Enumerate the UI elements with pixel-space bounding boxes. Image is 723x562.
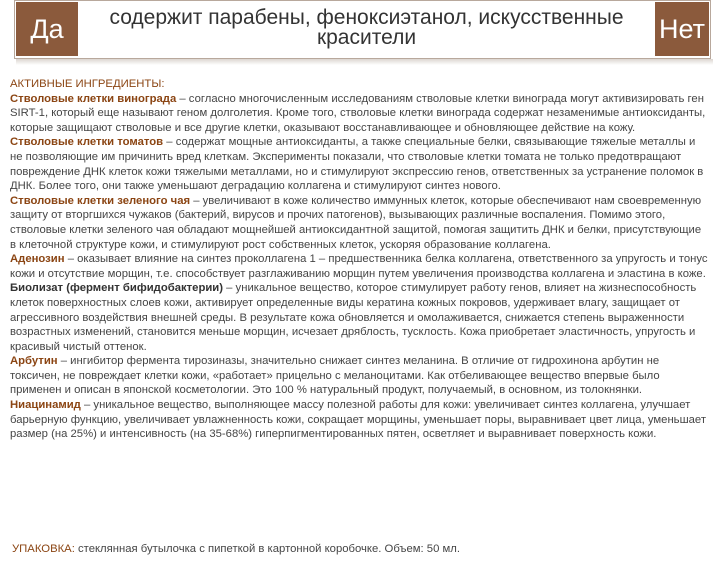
ingredient-text: – увеличивают в коже количество иммунных клеток, которые обеспечивают нам своевременную защиту от вторгшихся чужаков (бактерий, вирусов и прочих патогенов), вызывающих различные воспаления. Помимо этого, стволовые клетки зеленого чая обладают мощнейшей антиоксидантной защитой, помогая защитить ДНК и белки, присутствующие в клеточной структуре кожи, и стимулируют рост собственных клеток, ускоряя образование коллагена. — [10, 194, 702, 251]
ingredient-name: Биолизат (фермент бифидобактерии) — [10, 282, 223, 295]
ingredient-text: – ингибитор фермента тирозиназы, значительно снижает синтез меланина. В отличие от гидрохинона арбутин не токсичен, не повреждает клетки кожи, «работает» прицельно с меланоцитами. Как отбеливающее вещество впервые было применен и описан в японской косметологии. Это 100 % натуральный продукт, получаемый, в основном, из толокнянки. — [10, 355, 660, 397]
ingredient-name: Стволовые клетки томатов — [10, 136, 164, 149]
ingredient-text: – согласно многочисленным исследованиям стволовые клетки винограда могут активизировать ген SIRT-1, который еще называют геном долголетия. Кроме того, стволовые клетки винограда содержат незаменимые антиоксиданты, которые защищают стволовые и все другие клетки, оказывают восстанавливающее и обновляющее действие на кожу. — [10, 92, 706, 134]
ingredient-name: Стволовые клетки винограда — [10, 92, 177, 105]
packaging-text: стеклянная бутылочка с пипеткой в картонной коробочке. Объем: 50 мл. — [74, 543, 461, 555]
ingredient-item — [10, 281, 710, 354]
ingredient-name: Аденозин — [10, 253, 65, 266]
yes-badge: Да — [16, 2, 78, 56]
ingredient-text: – уникальное вещество, выполняющее массу полезной работы для кожи: увеличивает синтез коллагена, улучшает барьерную функцию, увеличивает увлажненность кожи, сокращает морщины, уменьшает поры, выравнивает цвет лица, уменьшает размер (на 25%) и интенсивность (на 35-68%) гиперпигментированных пятен, осветляет и выравнивает поверхность кожи. — [10, 399, 706, 441]
ingredients-section — [10, 77, 710, 442]
ingredient-item — [10, 398, 710, 442]
ingredient-name: Стволовые клетки зеленого чая — [10, 194, 191, 207]
ingredient-text: – оказывает влияние на синтез проколлагена 1 – предшественника белка коллагена, ответственного за упругость и тонус кожи и отсутствие морщин, т.е. способствует разглаживанию морщин путем увеличения производства коллагена и эластина в коже. — [10, 253, 708, 280]
packaging-label: УПАКОВКА: — [12, 543, 75, 555]
ingredient-item — [10, 135, 710, 193]
ingredient-text: – содержат мощные антиоксиданты, а также специальные белки, связывающие тяжелые металлы и не позволяющие им причинить вред клеткам. Эксперименты показали, что стволовые клетки томата не только предотвращают повреждение ДНК клеток кожи тяжелыми металлами, но и стимулируют экспрессию генов, ответственных за устранение поломок в ДНК. Более того, они также уменьшают деградацию коллагена и стимулируют синтез нового. — [10, 136, 704, 193]
banner-text: содержит парабены, феноксиэтанол, искусственные красители — [109, 6, 624, 49]
section-title: АКТИВНЫЕ ИНГРЕДИЕНТЫ: — [10, 78, 165, 90]
banner-shadow — [16, 59, 713, 65]
ingredient-text: – уникальное вещество, которое стимулирует работу генов, влияет на жизнеспособность клеток поверхностных слоев кожи, активирует определенные виды кератина кожных покровов, удерживает влагу, защищает от агрессивного воздействия внешней среды. В результате кожа обновляется и омолаживается, снижается степень выраженности возрастных изменений, становится меньше морщин, исчезает дряблость, тусклость. Кожа приобретает эластичность, упругость и красивый чистый оттенок. — [10, 282, 697, 353]
ingredient-item — [10, 92, 710, 136]
ingredient-name: Ниацинамид — [10, 399, 81, 412]
ingredient-item — [10, 194, 710, 252]
no-badge: Нет — [655, 2, 709, 56]
ingredient-item — [10, 354, 710, 398]
ingredient-name: Арбутин — [10, 355, 58, 368]
banner — [14, 0, 711, 59]
ingredient-item — [10, 252, 710, 281]
packaging-line — [12, 543, 460, 555]
